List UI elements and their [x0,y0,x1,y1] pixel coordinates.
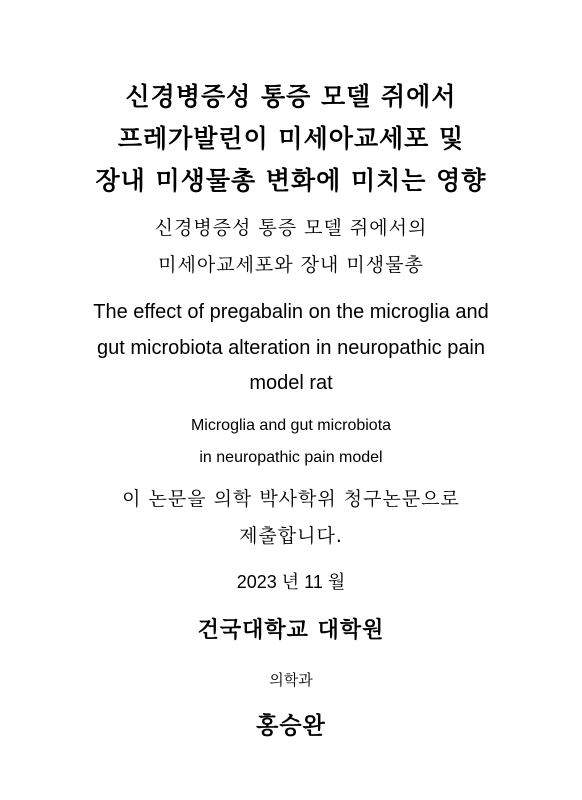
english-subtitle-line-1: Microglia and gut microbiota [190,417,392,434]
english-subtitle-line-2: in neuropathic pain model [199,449,383,466]
submission-line-2: 제출합니다. [239,525,343,547]
author-name: 홍승완 [256,713,326,739]
korean-title-line-3: 장내 미생물총 변화에 미치는 영향 [95,166,487,195]
department-name: 의학과 [269,671,313,689]
english-title-line-3: model rat [249,372,333,394]
korean-title-line-2: 프레가발린이 미세아교세포 및 [117,124,465,153]
english-title-line-1: The effect of pregabalin on the microglia and [93,301,489,323]
submission-date: 2023 년 11 월 [236,572,346,592]
english-title-line-2: gut microbiota alteration in neuropathic pain [96,337,486,359]
korean-title-line-1: 신경병증성 통증 모델 쥐에서 [125,82,457,111]
university-name: 건국대학교 대학원 [197,618,385,643]
submission-line-1: 이 논문을 의학 박사학위 청구논문으로 [122,488,460,510]
korean-subtitle-line-2: 미세아교세포와 장내 미생물총 [158,254,424,276]
korean-subtitle-line-1: 신경병증성 통증 모델 쥐에서의 [154,217,428,239]
